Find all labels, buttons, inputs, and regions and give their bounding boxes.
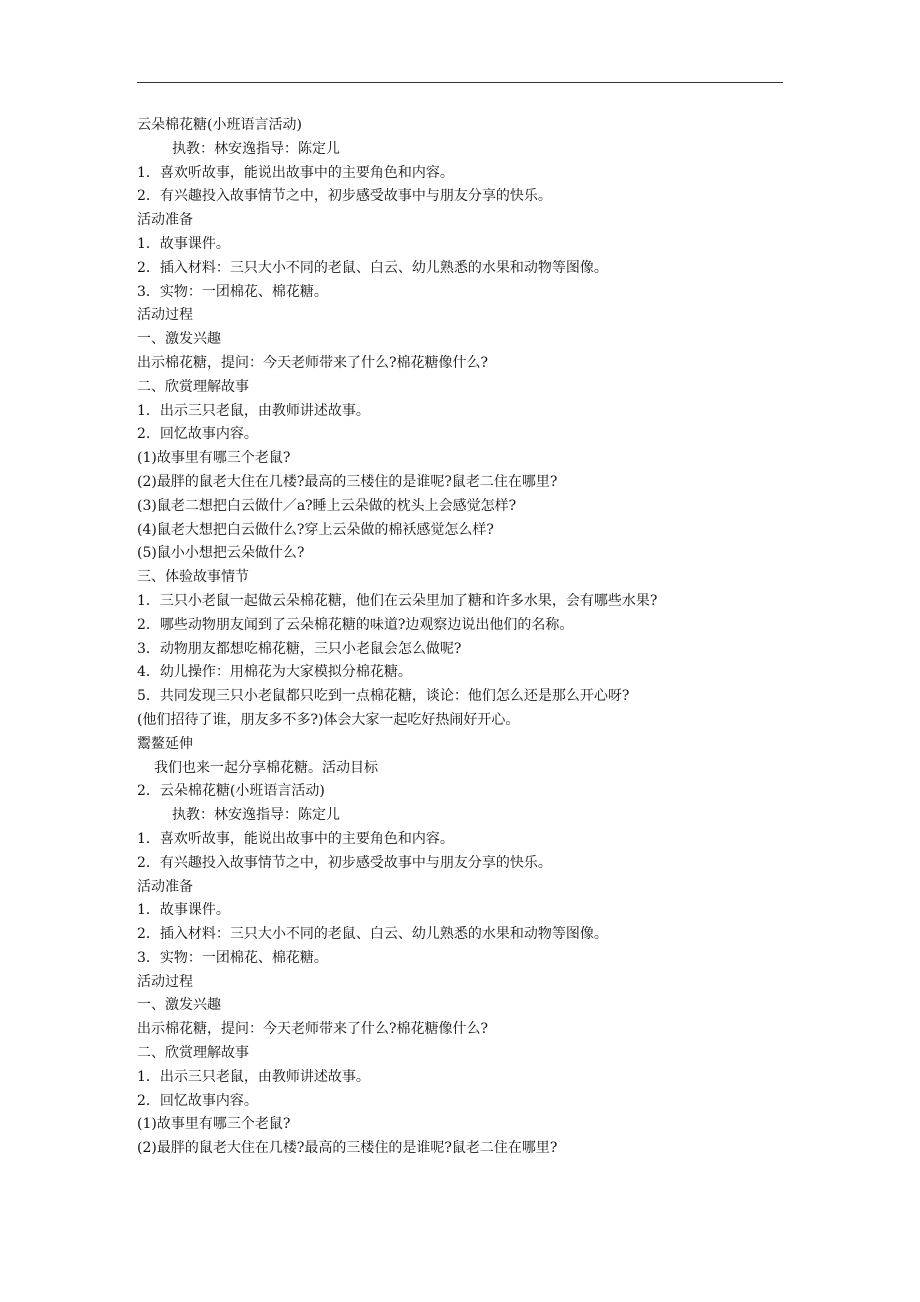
document-line: 出示棉花糖，提问：今天老师带来了什么?棉花糖像什么?: [137, 1021, 489, 1038]
document-line: 云朵棉花糖(小班语言活动): [137, 117, 302, 133]
document-line: 三、体验故事情节: [137, 569, 249, 586]
document-line: 1．喜欢听故事，能说出故事中的主要角色和内容。: [137, 164, 454, 181]
document-line: (5)鼠小小想把云朵做什么?: [137, 545, 305, 562]
document-line: 1．故事课件。: [137, 902, 230, 919]
document-line: (1)故事里有哪三个老鼠?: [137, 450, 291, 467]
document-line: 2．插入材料：三只大小不同的老鼠、白云、幼儿熟悉的水果和动物等图像。: [137, 926, 608, 943]
document-line: 1．喜欢听故事，能说出故事中的主要角色和内容。: [137, 830, 454, 847]
document-line: 1．出示三只老鼠，由教师讲述故事。: [137, 1068, 370, 1085]
document-line: (4)鼠老大想把白云做什么?穿上云朵做的棉袄感觉怎么样?: [137, 521, 494, 538]
document-line: 活动过程: [137, 973, 193, 990]
document-line: 2．有兴趣投入故事情节之中，初步感受故事中与朋友分享的快乐。: [137, 854, 552, 871]
document-line: (2)最胖的鼠老大住在几楼?最高的三楼住的是谁呢?鼠老二住在哪里?: [137, 1140, 558, 1157]
document-line: 1．三只小老鼠一起做云朵棉花糖，他们在云朵里加了糖和许多水果，会有哪些水果?: [137, 592, 658, 609]
document-line: 一、激发兴趣: [137, 997, 221, 1014]
document-line: 鬻鳌延伸: [137, 735, 193, 752]
document-line: 1．出示三只老鼠，由教师讲述故事。: [137, 402, 370, 419]
header-rule: [137, 82, 783, 83]
document-line: (1)故事里有哪三个老鼠?: [137, 1116, 291, 1133]
document-line: 3．动物朋友都想吃棉花糖，三只小老鼠会怎么做呢?: [137, 640, 462, 657]
document-body: [137, 114, 797, 1161]
document-line: 二、欣赏理解故事: [137, 378, 249, 395]
document-line: 我们也来一起分享棉花糖。活动目标: [154, 759, 378, 776]
document-line: 3．实物：一团棉花、棉花糖。: [137, 283, 328, 300]
document-line: 2．回忆故事内容。: [137, 426, 258, 443]
document-line: 活动准备: [137, 212, 193, 229]
document-line: 4．幼儿操作：用棉花为大家模拟分棉花糖。: [137, 664, 412, 681]
document-line: 执教：林安逸指导：陈定儿: [172, 807, 340, 824]
document-line: 2．回忆故事内容。: [137, 1092, 258, 1109]
document-line: 执教：林安逸指导：陈定儿: [172, 140, 340, 157]
document-line: (2)最胖的鼠老大住在几楼?最高的三楼住的是谁呢?鼠老二住在哪里?: [137, 473, 558, 490]
document-line: 3．实物：一团棉花、棉花糖。: [137, 949, 328, 966]
document-line: 2．哪些动物朋友闻到了云朵棉花糖的味道?边观察边说出他们的名称。: [137, 616, 574, 633]
document-line: 2．插入材料：三只大小不同的老鼠、白云、幼儿熟悉的水果和动物等图像。: [137, 259, 608, 276]
document-line: 5．共同发现三只小老鼠都只吃到一点棉花糖，谈论：他们怎么还是那么开心呀?: [137, 688, 630, 705]
document-line: (3)鼠老二想把白云做什／a?睡上云朵做的枕头上会感觉怎样?: [137, 497, 517, 514]
document-line: 1．故事课件。: [137, 235, 230, 252]
document-line: 2．云朵棉花糖(小班语言活动): [137, 783, 325, 800]
document-line: 活动准备: [137, 878, 193, 895]
document-line: 出示棉花糖，提问：今天老师带来了什么?棉花糖像什么?: [137, 354, 489, 371]
document-line: 一、激发兴趣: [137, 331, 221, 348]
document-line: 二、欣赏理解故事: [137, 1045, 249, 1062]
document-line: 活动过程: [137, 307, 193, 324]
document-line: (他们招待了谁，朋友多不多?)体会大家一起吃好热闹好开心。: [137, 711, 520, 728]
document-line: 2．有兴趣投入故事情节之中，初步感受故事中与朋友分享的快乐。: [137, 188, 552, 205]
